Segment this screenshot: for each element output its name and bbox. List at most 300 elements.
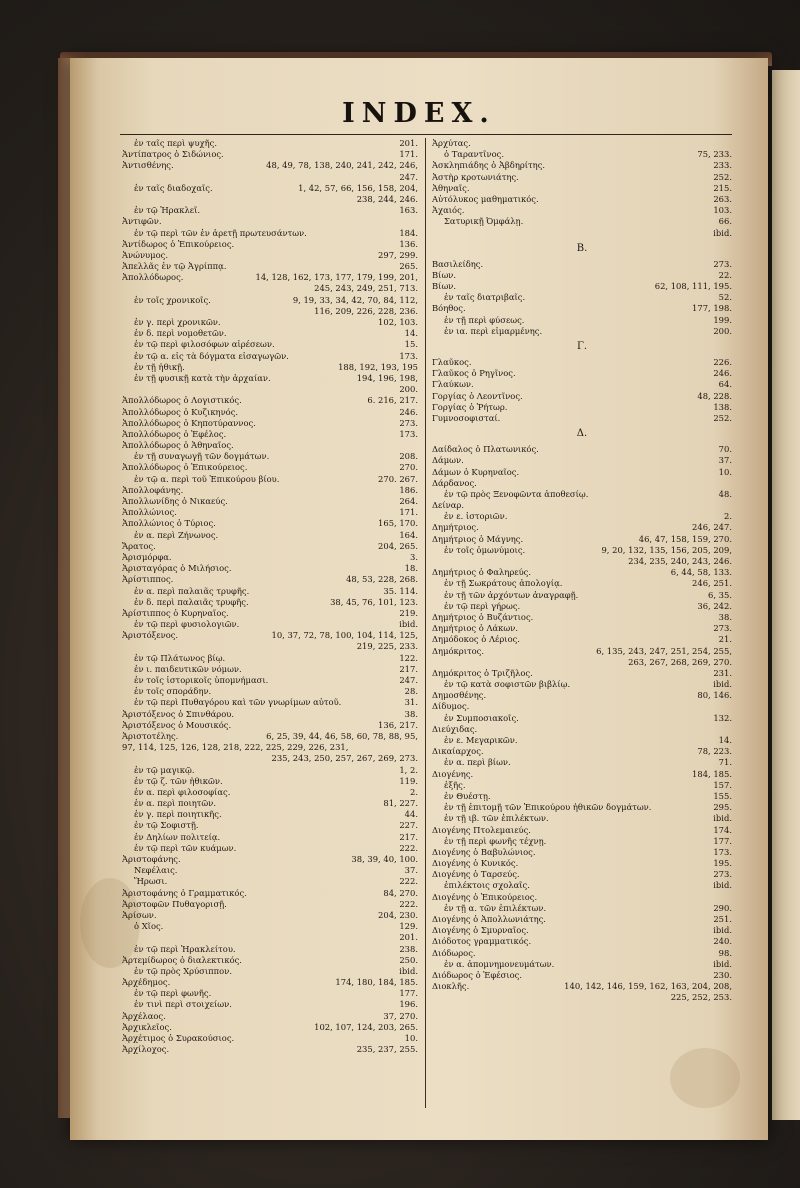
index-page-refs: 235, 237, 255. (356, 1044, 418, 1055)
index-entry (122, 395, 418, 406)
index-page-refs: 15. (404, 339, 418, 350)
index-term: Διογένης ὁ Ταρσεύς. (432, 869, 520, 880)
index-entry (122, 183, 418, 194)
index-entry (122, 798, 418, 809)
index-entry (122, 1011, 418, 1022)
index-entry (122, 955, 418, 966)
index-page-refs: 48, 228. (697, 390, 732, 401)
index-term: Διογένης ὁ Ἀπολλωνιάτης. (432, 914, 546, 924)
index-page-refs: 10, 37, 72, 78, 100, 104, 114, 125, (271, 630, 418, 641)
index-entry (432, 724, 732, 735)
index-page-refs: 246. (713, 368, 732, 379)
index-page-refs: 231. (713, 667, 732, 678)
index-page-refs: 31. (404, 697, 418, 708)
index-term: Ἀπολλόδωρος ὁ Κηποτύραννος. (122, 417, 256, 428)
index-term: ἐν τῇ τῶν ἀρχόντων ἀναγραφῇ. (444, 589, 579, 600)
index-entry (122, 496, 418, 507)
index-page-refs (726, 500, 732, 511)
index-term: ἐν τῷ Πλάτωνος βίῳ. (134, 652, 226, 663)
index-term: Ἀρίσων. (122, 909, 157, 920)
index-term: ἐν ε. ἱστοριῶν. (444, 511, 508, 522)
index-entry (432, 292, 732, 303)
index-term: Διεύχιδας. (432, 723, 478, 734)
index-entry (122, 921, 418, 932)
index-page-refs: 186. (399, 484, 418, 495)
index-entry (432, 836, 732, 847)
index-entry (122, 932, 418, 943)
index-term: Ἀσκληπιάδης ὁ Ἀβδηρίτης. (432, 160, 546, 171)
index-page-refs: 48. (718, 488, 732, 499)
index-page-refs: 217. (399, 831, 418, 842)
index-entry (122, 440, 418, 451)
index-page-refs: 217. (399, 663, 418, 674)
page-stain (670, 1048, 740, 1108)
index-term: Ἄρατος. (122, 540, 156, 551)
index-term: 97, 114, 125, 126, 128, 218, 222, 225, 229, 226, 231, (122, 742, 349, 753)
index-term: ἐν τινὶ περὶ στοιχείων. (134, 999, 232, 1010)
index-term: Ἥρωσι. (134, 876, 168, 887)
index-term: Διόδοτος γραμματικός. (432, 936, 532, 947)
index-page-refs: 245, 243, 249, 251, 713. (314, 283, 418, 294)
index-entry (122, 876, 418, 887)
index-term: Βόηθος. (432, 303, 466, 314)
index-entry (432, 467, 732, 478)
index-term: ὁ Ταραντῖνος. (444, 149, 505, 160)
index-page-refs: 48, 49, 78, 138, 240, 241, 242, 246, (266, 160, 418, 171)
index-entry (122, 753, 418, 764)
index-page-refs: 37. (718, 455, 732, 466)
index-page-refs: 21. (718, 634, 732, 645)
index-page-refs: 14, 128, 162, 173, 177, 179, 199, 201, (255, 272, 418, 283)
index-page-refs: 171. (399, 507, 418, 518)
index-page-refs: 10. (718, 466, 732, 477)
index-term: Ἀπολλόδωρος ὁ Ἐπικούρειος. (122, 462, 248, 473)
index-term: Ἀριστοφῶν Πυθαγορισῇ. (122, 898, 227, 909)
index-page-refs: 38. (404, 708, 418, 719)
index-page-refs: 102, 103. (378, 317, 418, 327)
index-entry (122, 261, 418, 272)
index-entry (122, 944, 418, 955)
index-term: Βίων. (432, 269, 457, 280)
index-page-refs: 2. (410, 786, 418, 797)
index-entry (122, 843, 418, 854)
index-page-refs: 204, 230. (378, 909, 418, 920)
index-term: Γλαῦκος. (432, 357, 472, 367)
index-entry (432, 402, 732, 413)
index-page-refs: 10. (404, 1033, 418, 1043)
index-page-refs: 6, 25, 39, 44, 46, 58, 60, 78, 88, 95, (266, 730, 418, 741)
index-page-refs: 174. (713, 824, 732, 835)
index-page-refs: 173. (713, 846, 732, 857)
index-entry (122, 451, 418, 462)
index-term: Διογένης ὁ Ἐπικούρειος. (432, 891, 538, 902)
index-entry (122, 194, 418, 205)
index-page-refs: 64. (718, 379, 732, 390)
index-page-refs: 238. (399, 943, 418, 954)
index-page-refs: 14. (404, 328, 418, 339)
index-page-refs: 165, 170. (378, 518, 418, 529)
index-page-refs (726, 138, 732, 149)
index-term: ἐν τῷ κατὰ σοφιστῶν βιβλίῳ. (444, 679, 571, 690)
index-term: ἐν τῷ Σοφιστῇ. (134, 820, 199, 831)
index-page-refs: 177, 198. (692, 303, 732, 314)
index-page-refs: ibid. (713, 227, 732, 238)
index-entry (122, 407, 418, 418)
index-term: ἐν α. περὶ Ζήνωνος. (134, 529, 219, 540)
index-entry (432, 315, 732, 326)
index-term: ἐν ταῖς περὶ ψυχῆς. (134, 138, 217, 148)
index-page-refs: 215. (713, 182, 732, 193)
index-entry (122, 205, 418, 216)
index-entry (432, 713, 732, 724)
index-term: Γοργίας ὁ Λεοντῖνος. (432, 390, 523, 401)
index-page-refs (726, 892, 732, 903)
index-term: ἐν τοῖς χρονικοῖς. (134, 294, 211, 305)
index-page-refs: 103. (713, 205, 732, 216)
index-page-refs: 122. (399, 652, 418, 663)
index-term: Ἀπολλόδωρος. (122, 272, 184, 283)
index-entry (432, 612, 732, 623)
index-entry (122, 586, 418, 597)
index-entry (432, 534, 732, 545)
index-term: Ἀριστοφάνης ὁ Γραμματικός. (122, 887, 247, 898)
index-entry (432, 368, 732, 379)
index-entry (122, 731, 418, 742)
index-page-refs: 132. (713, 712, 732, 723)
index-page-refs: 52. (718, 292, 732, 303)
index-term: Δημοσθένης. (432, 690, 487, 701)
index-page-refs: 194, 196, 198, (356, 372, 418, 383)
index-entry (122, 720, 418, 731)
index-page-refs: 173. (399, 350, 418, 361)
index-term: Αὐτόλυκος μαθηματικός. (432, 193, 539, 204)
index-term: ἐν τῷ α. εἰς τὰ δόγματα εἰσαγωγῶν. (134, 350, 289, 361)
index-page-refs: 129. (399, 921, 418, 932)
index-entry (432, 444, 732, 455)
index-entry (122, 160, 418, 171)
index-term: ἐν τοῖς ὁμωνύμοις. (444, 544, 526, 555)
header-rule (120, 134, 732, 135)
index-section-heading: Γ. (576, 341, 588, 352)
index-page (70, 58, 768, 1140)
index-page-refs: 9, 20, 132, 135, 156, 205, 209, (601, 544, 732, 555)
index-term: ἐν τῇ φυσικῇ κατὰ τὴν ἀρχαίαν. (134, 372, 271, 383)
index-page-refs: 157. (713, 779, 732, 790)
index-page-refs: 136, 217. (378, 719, 418, 730)
index-entry (432, 455, 732, 466)
index-term: Δάμων. (432, 455, 464, 466)
index-term: Ἀθηναῖς. (432, 182, 470, 193)
index-term: ἐν τῷ Ἡρακλεῖ. (134, 205, 201, 216)
index-page-refs: 28. (404, 686, 418, 697)
index-term: ἐν γ. περὶ ποιητικῆς. (134, 809, 222, 820)
index-entry (122, 697, 418, 708)
index-page-refs: 222. (399, 842, 418, 853)
index-page-refs: 200. (713, 325, 732, 336)
index-term: Δάρδανος. (432, 477, 477, 488)
index-term: ἐν τῷ πρὸς Χρύσιππον. (134, 965, 232, 976)
index-entry (122, 149, 418, 160)
index-term: Διογένης ὁ Βαβυλώνιος. (432, 846, 536, 857)
index-term: Διογένης ὁ Σμυρναῖος. (432, 925, 529, 936)
index-term: Ἀριστόξενος. (122, 630, 179, 641)
index-term: ἐν α. περὶ βίων. (444, 757, 511, 768)
index-term: ὁ Χῖος. (134, 921, 164, 932)
index-term: ἐν τοῖς σποράδην. (134, 686, 212, 697)
index-entry (122, 228, 418, 239)
index-page-refs: 174, 180, 184, 185. (335, 977, 418, 988)
index-term: Δαίδαλος ὁ Πλατωνικός. (432, 444, 539, 455)
index-page-refs: 6, 44, 58, 133. (670, 567, 732, 578)
index-section-heading: B. (576, 242, 588, 254)
index-term: Ἀρισμόρφα. (122, 551, 172, 562)
index-term: Ἀρισταγόρας ὁ Μιλήσιος. (122, 563, 232, 574)
index-term: ἐν τῷ περὶ φυσιολογιῶν. (134, 619, 240, 630)
index-page-refs: 199. (713, 314, 732, 325)
index-entry (432, 690, 732, 701)
index-entry (432, 259, 732, 270)
index-page-refs: 78, 223. (697, 746, 732, 757)
index-entry (122, 675, 418, 686)
index-page-refs: ibid. (713, 925, 732, 936)
index-term: Δείναρ. (432, 500, 465, 511)
index-term: ἐν ταῖς διατριβαῖς. (444, 292, 526, 303)
index-entry (432, 522, 732, 533)
index-entry (122, 664, 418, 675)
index-page-refs: 273. (713, 623, 732, 634)
index-term: ἐν α. περὶ φιλοσοφίας. (134, 786, 231, 797)
index-page-refs: 238, 244, 246. (356, 193, 418, 204)
index-entry (122, 172, 418, 183)
index-term: Σατυρικῇ Ὀμφάλῃ. (444, 216, 524, 227)
index-entry (122, 988, 418, 999)
index-page-refs: 119. (399, 775, 418, 786)
index-entry (432, 847, 732, 858)
index-page-refs: 251. (713, 914, 732, 924)
index-term: ἐν τῇ περὶ φύσεως. (444, 314, 525, 325)
index-page-refs: 222. (399, 898, 418, 909)
index-section-heading: Δ. (576, 428, 588, 440)
index-term: Ἀστὴρ κροτωνιάτης. (432, 171, 519, 182)
index-page-refs: 1, 2. (399, 764, 418, 775)
index-page-refs: 6, 135, 243, 247, 251, 254, 255, (596, 645, 732, 656)
index-entry (122, 832, 418, 843)
index-page-refs: ibid. (399, 619, 418, 630)
index-term: Ἀριστόξενος ὁ Μουσικός. (122, 719, 232, 730)
index-term: ἐν τῷ περὶ φιλοσόφων αἱρέσεων. (134, 339, 275, 350)
index-term: ἐν ια. περὶ εἱμαρμένης. (444, 325, 543, 336)
right-index-column (432, 138, 732, 1004)
index-term: Ἀντίδωρος ὁ Ἐπικούρειος. (122, 238, 235, 249)
index-term: Ἀρχέτιμος ὁ Συρακούσιος. (122, 1033, 235, 1043)
index-page-refs: 171. (399, 149, 418, 160)
index-term: Δημόκριτος. (432, 645, 485, 656)
index-entry (122, 306, 418, 317)
index-entry (122, 765, 418, 776)
index-page-refs: 204, 265. (378, 540, 418, 551)
index-page-refs: 263, 267, 268, 269, 270. (628, 656, 732, 667)
index-entry (432, 216, 732, 227)
index-page-refs (412, 216, 418, 227)
index-entry (122, 462, 418, 473)
index-entry (432, 925, 732, 936)
index-page-refs (412, 440, 418, 451)
index-entry (432, 228, 732, 239)
index-entry (122, 295, 418, 306)
index-page-refs: 22. (718, 269, 732, 280)
index-entry (122, 910, 418, 921)
index-entry (432, 757, 732, 768)
index-term: Ἀρχέλαος. (122, 1010, 166, 1021)
index-entry (122, 809, 418, 820)
index-term: Ἀντιφῶν. (122, 216, 162, 227)
index-entry (122, 485, 418, 496)
index-entry (432, 802, 732, 813)
index-entry (122, 608, 418, 619)
index-page-refs: ibid. (713, 958, 732, 969)
index-term: Ἀντισθένης. (122, 160, 174, 171)
index-entry (122, 619, 418, 630)
index-term: Γοργίας ὁ Ῥήτωρ. (432, 401, 508, 412)
index-page-refs: 36, 242. (697, 600, 732, 611)
index-page-refs: ibid. (713, 880, 732, 891)
index-term: ἐν τῷ περὶ τῶν κυάμων. (134, 842, 237, 853)
index-entry (432, 623, 732, 634)
index-term: Ἀρχέδημος. (122, 977, 171, 988)
index-entry (122, 351, 418, 362)
index-page-refs: 240. (713, 936, 732, 947)
index-entry (122, 597, 418, 608)
index-term: ἐν τοῖς ἱστορικοῖς ὑπομνήμασι. (134, 675, 269, 685)
index-entry (432, 668, 732, 679)
index-entry (122, 239, 418, 250)
index-entry (432, 326, 732, 337)
index-entry (122, 686, 418, 697)
index-entry (432, 948, 732, 959)
index-page-refs: 226. (713, 357, 732, 367)
index-term: Δημόκριτος ὁ Τριζῆλος. (432, 667, 533, 678)
index-entry (122, 854, 418, 865)
index-entry (122, 216, 418, 227)
index-term: Ἀπολλοφάνης. (122, 484, 184, 495)
column-divider (425, 138, 426, 1108)
index-page-refs: 163. (399, 205, 418, 216)
index-page-refs: 75, 233. (697, 149, 732, 160)
index-page-refs: 208. (399, 451, 418, 462)
index-page-refs (726, 701, 732, 712)
index-page-refs: 70. (718, 444, 732, 455)
index-entry (122, 530, 418, 541)
index-term: ἐν τῷ περὶ Ἡρακλείτου. (134, 943, 236, 954)
index-page-refs: 38, 39, 40, 100. (351, 854, 418, 864)
index-page-refs: 273. (399, 417, 418, 428)
index-term: ἐν α. ἀπομνημονευμάτων. (444, 958, 555, 969)
index-page-refs: 290. (713, 902, 732, 913)
index-entry (432, 735, 732, 746)
index-term: Ἀπολλόδωρος ὁ Λογιστικός. (122, 395, 242, 406)
page-title: INDEX. (342, 98, 496, 129)
index-term: Διόδωρος ὁ Ἐφέσιος. (432, 969, 523, 980)
index-page-refs: 233. (713, 160, 732, 171)
index-entry (432, 303, 732, 314)
index-entry (432, 413, 732, 424)
index-page-refs: 140, 142, 146, 159, 162, 163, 204, 208, (564, 981, 732, 992)
index-term: ἐν α. περὶ ποιητῶν. (134, 798, 217, 809)
index-term: Ἀντίπατρος ὁ Σιδώνιος. (122, 149, 224, 160)
index-page-refs: 184, 185. (692, 768, 732, 779)
index-entry (432, 746, 732, 757)
index-page-refs: 235, 243, 250, 257, 267, 269, 273. (271, 753, 418, 764)
index-term: Ἀπολλόδωρος ὁ Ἐφέλος. (122, 428, 227, 439)
index-entry (122, 888, 418, 899)
index-term: ἐν τῷ μαγικῷ. (134, 764, 195, 775)
index-page-refs: 222. (399, 876, 418, 887)
index-page-refs: 200. (399, 384, 418, 395)
index-term: ἐν α. περὶ παλαιᾶς τρυφῆς. (134, 585, 250, 596)
index-page-refs (412, 742, 418, 753)
index-entry (122, 138, 418, 149)
index-entry (122, 384, 418, 395)
index-page-refs: 201. (399, 932, 418, 943)
index-entry (122, 518, 418, 529)
index-entry (432, 500, 732, 511)
index-entry (122, 373, 418, 384)
index-entry (432, 646, 732, 657)
index-page-refs: 246, 251. (692, 578, 732, 589)
index-term: Ἀρχικλεῖος. (122, 1021, 172, 1032)
index-page-refs: 252. (713, 171, 732, 182)
index-term: ἐν ε. Μεγαρικῶν. (444, 735, 518, 745)
index-term: ἐν Θυέστῃ. (444, 790, 491, 801)
index-page-refs: ibid. (713, 813, 732, 824)
index-term: Δημήτριος. (432, 522, 479, 533)
index-page-refs: 80, 146. (697, 690, 732, 701)
index-entry (122, 474, 418, 485)
index-entry (122, 1022, 418, 1033)
index-entry (122, 418, 418, 429)
index-page-refs: 71. (718, 757, 732, 768)
index-term: ἐν Δηλίων πολιτείᾳ. (134, 831, 221, 842)
index-page-refs: 38. (718, 611, 732, 622)
index-page-refs: 6, 35. (708, 589, 732, 600)
index-page-refs: 247. (399, 171, 418, 182)
index-entry (122, 250, 418, 261)
index-page-refs: 173. (399, 428, 418, 439)
index-page-refs: 44. (404, 809, 418, 820)
index-entry (432, 149, 732, 160)
index-term: Ἀριστοτέλης. (122, 730, 179, 741)
index-term: Ἀπολλόδωρος ὁ Κυζικηνός. (122, 406, 239, 417)
index-entry (122, 339, 418, 350)
index-page-refs: ibid. (713, 679, 732, 690)
index-page-refs: 225, 252, 253. (670, 992, 732, 1003)
index-entry (122, 1033, 418, 1044)
index-entry (432, 489, 732, 500)
index-entry (432, 970, 732, 981)
index-entry (122, 574, 418, 585)
index-page-refs: 177. (713, 835, 732, 846)
index-entry (432, 869, 732, 880)
index-entry (122, 429, 418, 440)
index-page-refs: 273. (713, 869, 732, 880)
index-term: Διογένης. (432, 768, 474, 779)
index-page-refs: 177. (399, 988, 418, 999)
index-entry (432, 679, 732, 690)
index-entry (432, 357, 732, 368)
index-entry (122, 709, 418, 720)
index-term: ἐν τῷ περὶ Πυθαγόρου καὶ τῶν γνωρίμων αὐτοῦ. (134, 697, 342, 708)
index-page-refs (726, 724, 732, 735)
